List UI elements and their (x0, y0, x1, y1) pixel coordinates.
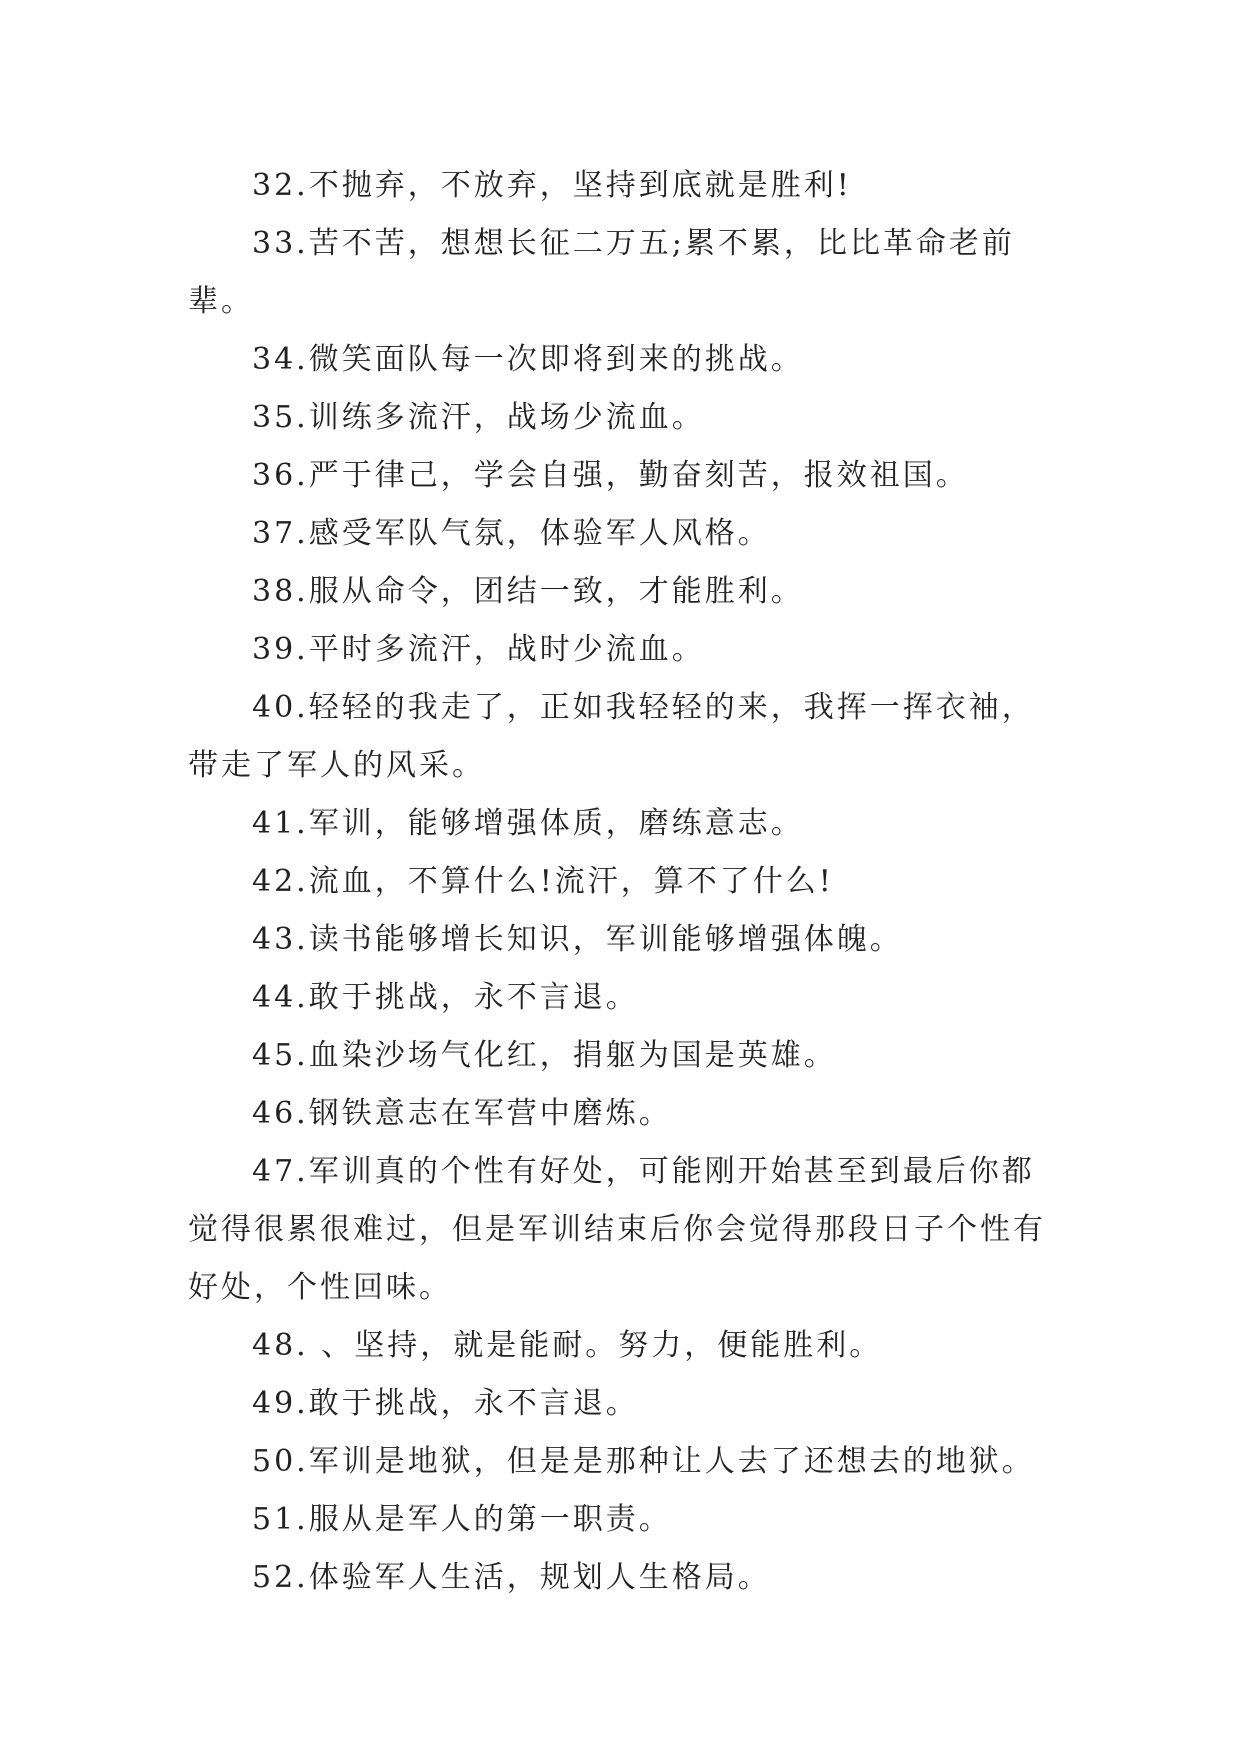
paragraph-42: 42.流血，不算什么!流汗，算不了什么! (252, 864, 834, 899)
paragraph-35: 35.训练多流汗，战场少流血。 (252, 400, 705, 435)
paragraph-40: 40.轻轻的我走了，正如我轻轻的来，我挥一挥衣袖，带走了军人的风采。 (188, 690, 1035, 783)
paragraph-38: 38.服从命令，团结一致，才能胜利。 (252, 574, 804, 609)
paragraph-39: 39.平时多流汗，战时少流血。 (252, 632, 705, 667)
paragraph-47: 47.军训真的个性有好处，可能刚开始甚至到最后你都觉得很累很难过，但是军训结束后你会觉得那段日子个性有好处，个性回味。 (188, 1154, 1046, 1305)
paragraph-49: 49.敢于挑战，永不言退。 (252, 1386, 639, 1421)
paragraph-46: 46.钢铁意志在军营中磨炼。 (252, 1096, 672, 1131)
paragraph-48: 48. 、坚持，就是能耐。努力，便能胜利。 (252, 1328, 883, 1363)
paragraph-44: 44.敢于挑战，永不言退。 (252, 980, 639, 1015)
paragraph-45: 45.血染沙场气化红，捐躯为国是英雄。 (252, 1038, 837, 1073)
paragraph-51: 51.服从是军人的第一职责。 (252, 1502, 672, 1537)
paragraph-41: 41.军训，能够增强体质，磨练意志。 (252, 806, 804, 841)
paragraph-37: 37.感受军队气氛，体验军人风格。 (252, 516, 771, 551)
paragraph-52: 52.体验军人生活，规划人生格局。 (252, 1560, 771, 1595)
paragraph-50: 50.军训是地狱，但是是那种让人去了还想去的地狱。 (252, 1444, 1035, 1479)
paragraph-43: 43.读书能够增长知识，军训能够增强体魄。 (252, 922, 903, 957)
paragraph-36: 36.严于律己，学会自强，勤奋刻苦，报效祖国。 (252, 458, 969, 493)
paragraph-34: 34.微笑面队每一次即将到来的挑战。 (252, 342, 804, 377)
paragraph-32: 32.不抛弃，不放弃，坚持到底就是胜利! (252, 168, 852, 203)
document-body (188, 157, 1056, 1607)
paragraph-33: 33.苦不苦，想想长征二万五;累不累，比比革命老前辈。 (188, 226, 1015, 319)
